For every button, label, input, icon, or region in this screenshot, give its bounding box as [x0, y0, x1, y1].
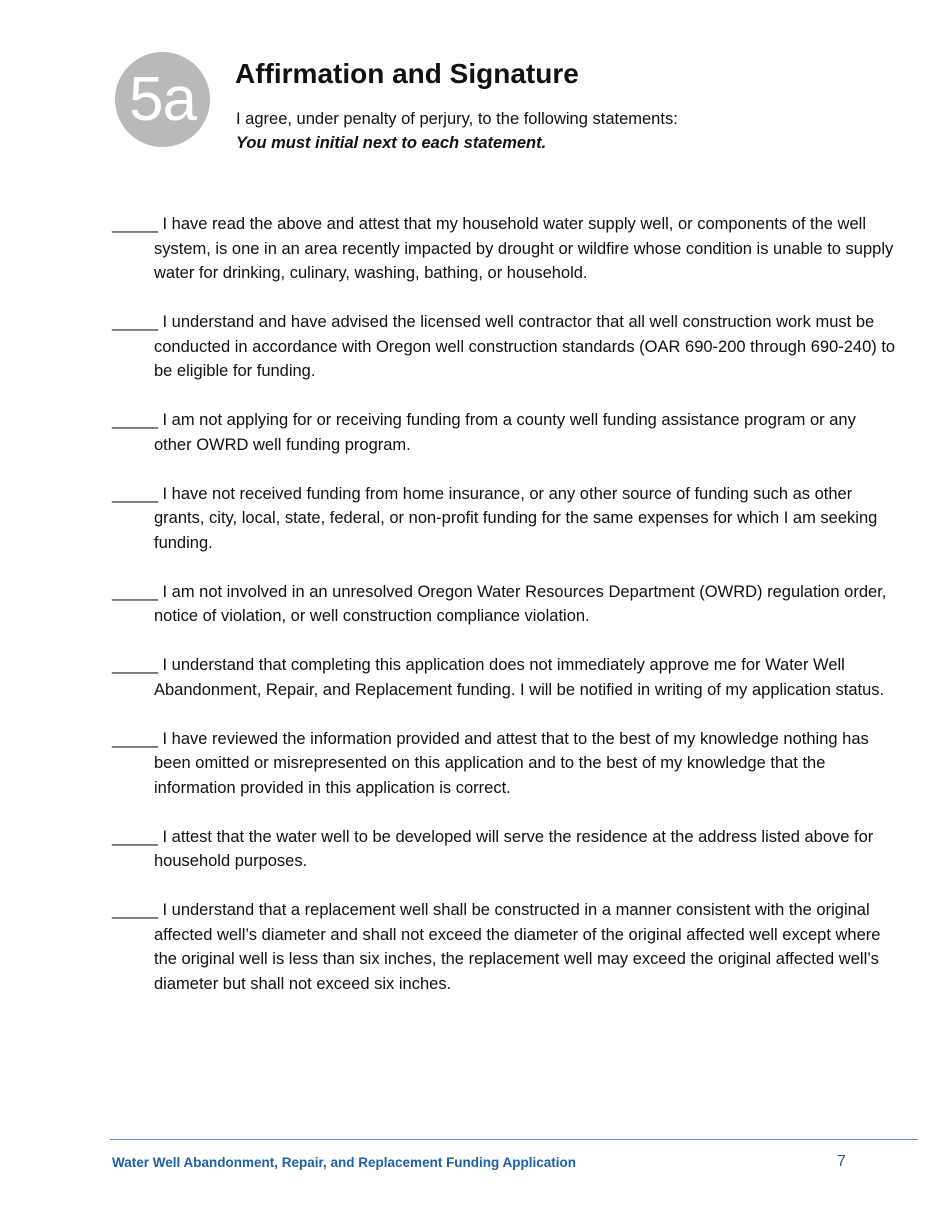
statement-3 — [112, 408, 897, 457]
initial-blank[interactable]: _____ — [112, 484, 158, 503]
initial-blank[interactable]: _____ — [112, 313, 158, 331]
intro-text: I agree, under penalty of perjury, to the following statements: — [236, 110, 678, 128]
page-title: Affirmation and Signature — [235, 58, 579, 89]
statement-text: I understand that a replacement well shall be constructed in a manner consistent with the original affected well’s diameter and shall not exceed the diameter of the original affected well except where the original well is less than six inches, the replacement well may exceed the original affected well’s diameter but shall not exceed six inches. — [154, 901, 881, 993]
initial-blank[interactable]: _____ — [112, 656, 158, 674]
intro-block — [236, 107, 678, 155]
statement-text: I have reviewed the information provided and attest that to the best of my knowledge nothing has been omitted or misrepresented on this application and to the best of my knowledge that the information provided in this application is correct. — [154, 729, 869, 797]
statement-text: I understand and have advised the licensed well contractor that all well construction work must be conducted in accordance with Oregon well construction standards (OAR 690-200 through 690-240) to be eligible for funding. — [154, 313, 896, 380]
statement-9 — [112, 898, 897, 996]
statement-7 — [112, 727, 897, 801]
statement-text: I attest that the water well to be developed will serve the residence at the address listed above for household purposes. — [154, 827, 874, 870]
page-number: 7 — [837, 1153, 846, 1170]
statement-text: I have read the above and attest that my household water supply well, or components of the well system, is one in an area recently impacted by drought or wildfire whose condition is unable to supply water for drinking, culinary, washing, bathing, or household. — [154, 215, 894, 282]
statement-text: I am not involved in an unresolved Oregon Water Resources Department (OWRD) regulation order, notice of violation, or well construction compliance violation. — [154, 582, 887, 625]
statement-1 — [112, 212, 897, 286]
initial-blank[interactable]: _____ — [112, 411, 158, 429]
statement-text: I have not received funding from home insurance, or any other source of funding such as other grants, city, local, state, federal, or non-profit funding for the same expenses for which I am seeking funding. — [154, 484, 878, 552]
statement-5 — [112, 580, 897, 629]
initial-blank[interactable]: _____ — [112, 827, 158, 846]
footer-divider — [110, 1139, 918, 1140]
initial-blank[interactable]: _____ — [112, 901, 158, 919]
statement-4 — [112, 482, 897, 556]
footer-title: Water Well Abandonment, Repair, and Replacement Funding Application — [112, 1155, 577, 1170]
statement-text: I understand that completing this application does not immediately approve me for Water Well Abandonment, Repair, and Replacement funding. I will be notified in writing of my application status. — [154, 656, 885, 699]
initial-blank[interactable]: _____ — [112, 729, 158, 748]
statement-2 — [112, 310, 897, 384]
statement-8 — [112, 825, 897, 874]
initial-blank[interactable]: _____ — [112, 582, 158, 601]
instruction-text: You must initial next to each statement. — [236, 134, 547, 152]
statement-list — [112, 212, 897, 1021]
statement-text: I am not applying for or receiving funding from a county well funding assistance program or any other OWRD well funding program. — [154, 411, 856, 454]
section-badge: 5a — [115, 52, 210, 147]
statement-6 — [112, 653, 897, 702]
initial-blank[interactable]: _____ — [112, 215, 158, 233]
